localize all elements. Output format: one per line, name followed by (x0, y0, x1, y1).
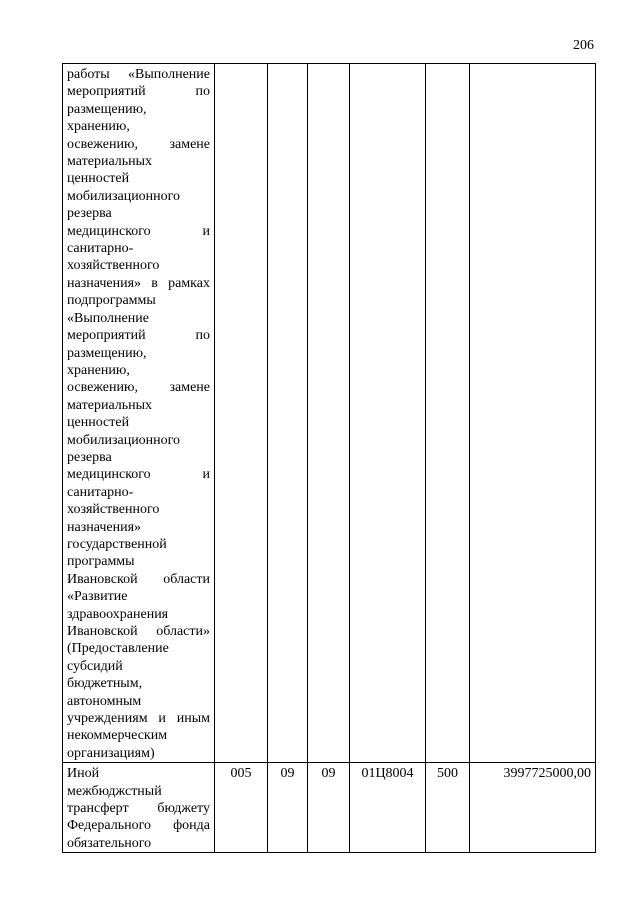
row-description (63, 64, 215, 763)
description-line: субсидий (67, 658, 123, 674)
description-line: автономным (67, 693, 142, 709)
description-line: программы (67, 554, 135, 570)
description-line: санитарно- (67, 484, 134, 500)
description-line: материальных (67, 154, 153, 170)
description-line: ценностей (67, 171, 130, 187)
description-line: материальных (67, 397, 153, 413)
description-line: Иной (67, 766, 100, 782)
description-line: организациям) (67, 745, 155, 761)
table-row (63, 763, 596, 853)
description-line: Ивановской области (67, 571, 210, 587)
description-line: размещению, (67, 345, 147, 361)
amount-cell (470, 64, 596, 763)
subsection-code-cell (308, 64, 350, 763)
description-line: освежению, замене (67, 380, 210, 396)
description-line: подпрограммы (67, 293, 156, 309)
expense-type-cell: 500 (426, 763, 470, 853)
description-line: государственной (67, 536, 167, 552)
section-code-cell: 09 (268, 763, 308, 853)
description-line: назначения» (67, 519, 142, 535)
description-line: Ивановской области» (67, 624, 210, 639)
target-article-cell: 01Ц8004 (350, 763, 426, 853)
description-line: резерва (67, 449, 112, 465)
description-line: мобилизационного (67, 432, 181, 448)
description-line: хозяйственного (67, 258, 160, 274)
description-line: «Выполнение (67, 310, 149, 326)
row-description (63, 763, 215, 853)
description-line: некоммерческим (67, 728, 168, 744)
description-line: «Развитие (67, 589, 128, 605)
ministry-code-cell (215, 64, 268, 763)
description-line: учреждениям и иным (67, 711, 210, 727)
description-line: мобилизационного (67, 188, 181, 204)
description-line: размещению, (67, 101, 147, 117)
page-number: 206 (573, 38, 594, 53)
section-code-cell (268, 64, 308, 763)
description-line: бюджетным, (67, 676, 143, 692)
description-line: трансферт бюджету (67, 801, 210, 817)
description-line: ценностей (67, 415, 130, 431)
budget-table-body (63, 64, 596, 853)
description-line: обязательного (67, 835, 152, 851)
expense-type-cell (426, 64, 470, 763)
description-line: межбюджстный (67, 783, 162, 799)
description-line: назначения» в рамках (67, 275, 210, 291)
description-line: хранению, (67, 119, 130, 135)
ministry-code-cell: 005 (215, 763, 268, 853)
description-line: хранению, (67, 362, 130, 378)
description-line: санитарно- (67, 241, 134, 257)
subsection-code-cell: 09 (308, 763, 350, 853)
table-row (63, 64, 596, 763)
description-line: (Предоставление (67, 641, 169, 657)
description-line: Федерального фонда (67, 818, 210, 834)
description-line: резерва (67, 206, 112, 222)
description-line: хозяйственного (67, 502, 160, 518)
description-line: медицинского и (67, 467, 210, 483)
description-line: мероприятий по (67, 328, 210, 344)
description-line: работы «Выполнение (67, 67, 210, 82)
description-line: мероприятий по (67, 84, 210, 100)
amount-cell: 3997725000,00 (470, 763, 596, 853)
description-line: освежению, замене (67, 136, 210, 152)
budget-table (62, 63, 596, 853)
description-line: здравоохранения (67, 606, 169, 622)
description-line: медицинского и (67, 223, 210, 239)
target-article-cell (350, 64, 426, 763)
